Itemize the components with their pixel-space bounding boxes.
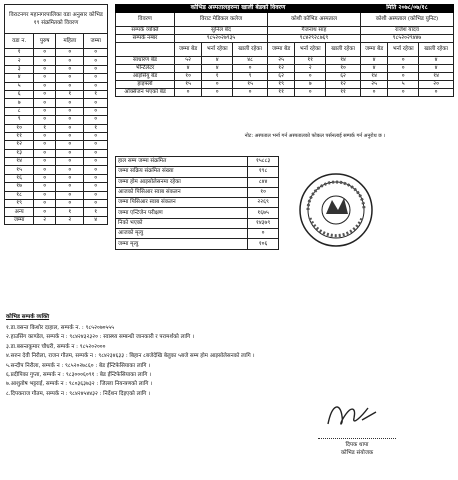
ward-cell: ० xyxy=(84,191,108,199)
ward-total-row xyxy=(5,216,108,224)
oxygen-bed-row xyxy=(116,89,454,97)
ward-cell: ० xyxy=(84,132,108,140)
contact-item: ८.दिपकराज गौतम, सम्पर्क न : ९८४२४५४४३२ : निर्देशन दिइएको लागि । xyxy=(6,390,151,397)
contact-item: ७.आशुतोष भट्टराई, सम्पर्क न : ९८०३६३७३२ : जिल्ला नियन्त्रणको लागि । xyxy=(6,381,153,388)
ward-cell: ० xyxy=(34,74,56,82)
bed-row xyxy=(116,57,454,65)
summary-table xyxy=(115,156,279,250)
bed-value: १४ xyxy=(326,57,361,65)
ward-cell: ० xyxy=(56,141,84,149)
bed-value: ४ xyxy=(360,65,387,73)
ward-cell: १४ xyxy=(5,158,34,166)
ward-cell: ० xyxy=(34,149,56,157)
ward-cell: ० xyxy=(84,49,108,57)
contact-item: २.हाउसिंग काण्डेल, सम्पर्क न : ९८४२४३२३२० : स्वास्थ्य सम्बन्धी जानकारी र परामर्शको लागि । xyxy=(6,334,195,341)
ward-cell: ११ xyxy=(5,132,34,140)
bed-value: ० xyxy=(388,89,419,97)
bed-row-label: साधारण बेड xyxy=(116,57,175,65)
ward-cell: १ xyxy=(5,49,34,57)
signature-line xyxy=(318,438,396,439)
bed-value: २५ xyxy=(360,81,387,89)
bed-value: ४ xyxy=(419,57,454,65)
bed-value: ४ xyxy=(175,65,202,73)
summary-row xyxy=(116,229,279,239)
contact-number: ९८५२०२७९३५ xyxy=(175,35,268,43)
ward-cell: ३ xyxy=(5,65,34,73)
contact-number-label: सम्पर्क नम्बर xyxy=(116,35,175,43)
detail-col-label: विवरण xyxy=(116,13,175,27)
bed-value: ० xyxy=(233,65,268,73)
ward-cell: ० xyxy=(56,200,84,208)
ward-col-header: जम्मा xyxy=(84,34,108,49)
ward-cell: ० xyxy=(34,183,56,191)
ward-cell: ० xyxy=(84,82,108,90)
bed-value: ४८ xyxy=(233,57,268,65)
bed-value: ४ xyxy=(360,57,387,65)
bed-value: ० xyxy=(360,89,387,97)
ward-table xyxy=(4,4,108,225)
contact-section xyxy=(6,312,446,399)
bed-sub-header: जम्मा बेड xyxy=(175,43,202,57)
bed-sub-header: जम्मा बेड xyxy=(267,43,294,57)
ward-cell: १ xyxy=(34,124,56,132)
ward-cell: ० xyxy=(84,107,108,115)
bed-value: ० xyxy=(419,89,454,97)
bed-value: ० xyxy=(388,65,419,73)
ward-cell: ० xyxy=(84,183,108,191)
ward-row xyxy=(5,82,108,90)
ward-row xyxy=(5,99,108,107)
ward-cell: २ xyxy=(56,216,84,224)
ward-cell: ० xyxy=(56,191,84,199)
ward-row xyxy=(5,74,108,82)
ward-cell: ० xyxy=(34,65,56,73)
ward-row xyxy=(5,124,108,132)
contact-item: १.डा.वसन्त किशोर दाहाल, सम्पर्क न. : ९८५२०७०५५५ xyxy=(6,325,115,331)
ward-cell: ० xyxy=(84,174,108,182)
ward-cell: ९ xyxy=(5,116,34,124)
ward-cell: ० xyxy=(56,174,84,182)
bed-value: ६२ xyxy=(267,73,294,81)
ward-cell: ० xyxy=(56,65,84,73)
summary-row xyxy=(116,198,279,208)
summary-label: जम्मा पिसिआर स्वाब संकलन xyxy=(116,198,248,208)
contact-item: ३.डा.बसन्तकुमार चौधरी, सम्पर्क न : ९८५२०२००० xyxy=(6,343,106,350)
ward-cell: १ xyxy=(84,208,108,216)
bed-value: ५ xyxy=(388,81,419,89)
signature xyxy=(322,398,382,432)
ward-cell: ० xyxy=(56,149,84,157)
ward-cell: ० xyxy=(84,116,108,124)
ward-cell: ० xyxy=(84,166,108,174)
ward-cell: ० xyxy=(56,82,84,90)
ward-row xyxy=(5,183,108,191)
bed-row-label: आइसियु बेड xyxy=(116,73,175,81)
summary-label: हाल सम्म जम्मा संक्रमित xyxy=(116,157,248,167)
ward-cell: १ xyxy=(56,208,84,216)
summary-value: १९८ xyxy=(248,167,279,177)
ward-row xyxy=(5,200,108,208)
ward-cell: ० xyxy=(84,65,108,73)
contact-item: ६.प्रदीपिका गुप्ता, सम्पर्क न : ९८३०००६०९१ : बेड ईन्टिफेसियाका लागि । xyxy=(6,372,152,379)
ward-cell: ० xyxy=(56,158,84,166)
bed-value: १९ xyxy=(267,81,294,89)
bed-sub-header: खाली रहेका xyxy=(419,43,454,57)
bed-sub-header: भर्ना रहेका xyxy=(295,43,326,57)
ward-cell: ० xyxy=(84,74,108,82)
bed-value: १० xyxy=(326,65,361,73)
bed-value: ० xyxy=(233,89,268,97)
contact-person-label: सम्पर्क व्यक्ति xyxy=(116,27,175,35)
hospital-bed-table xyxy=(115,4,454,97)
bed-sub-header: भर्ना रहेका xyxy=(388,43,419,57)
bed-value: ० xyxy=(388,73,419,81)
ward-row xyxy=(5,141,108,149)
ward-row xyxy=(5,158,108,166)
hospital-name: कोशी अस्पताल (कोभिड युनिट) xyxy=(360,13,453,27)
contact-person: राजेश यादव xyxy=(360,27,453,35)
summary-value: १०६ xyxy=(248,239,279,249)
contact-person: गैजनाथ साह xyxy=(267,27,360,35)
ward-cell: ० xyxy=(84,99,108,107)
ward-cell: १८ xyxy=(5,191,34,199)
contact-item: ४.सरुन देवी निरौला, राजन गौतम, सम्पर्क न : ९८४२३४६३३ : बिहान ८बजेदेखि बेलुका ५बजे सम्म होम आइसोलेसनको लागि । xyxy=(6,353,255,360)
ward-cell: अन्य xyxy=(5,208,34,216)
bed-sub-header: जम्मा बेड xyxy=(360,43,387,57)
summary-label: आजको मृत्यु xyxy=(116,229,248,239)
hospital-name: कोशी कोभिड अस्पताल xyxy=(267,13,360,27)
ward-cell: ० xyxy=(56,166,84,174)
ward-cell: ० xyxy=(56,116,84,124)
ward-cell: १३ xyxy=(5,149,34,157)
hospital-note: नोट: अस्पताल भर्ना गर्न अस्पतालको फोकल पर्सनलाई सम्पर्क गर्न अनुरोध छ । xyxy=(244,133,386,139)
bed-value: २५ xyxy=(267,57,294,65)
summary-value: १० xyxy=(248,187,279,197)
ward-cell: ० xyxy=(34,158,56,166)
ward-col-header: पुरुष xyxy=(34,34,56,49)
hospital-table-title: कोभिड अस्पतालहरुमा खाली बेडको विवरण xyxy=(116,5,361,13)
ward-cell: ० xyxy=(56,57,84,65)
summary-label: जम्मा होम आइसोलेसनमा रहेका xyxy=(116,177,248,187)
ward-cell: १ xyxy=(84,124,108,132)
ward-cell: ० xyxy=(34,99,56,107)
bed-value: १२ xyxy=(267,65,294,73)
summary-row xyxy=(116,208,279,218)
bed-sub-header: भर्ना रहेका xyxy=(202,43,233,57)
ward-cell: १७ xyxy=(5,183,34,191)
bed-value: ७ xyxy=(295,81,326,89)
ward-cell: ० xyxy=(84,57,108,65)
summary-row xyxy=(116,167,279,177)
ward-cell: ० xyxy=(34,116,56,124)
ward-col-header: वडा न. xyxy=(5,34,34,49)
ward-cell: ७ xyxy=(5,99,34,107)
ward-cell: १९ xyxy=(5,200,34,208)
ward-cell: ० xyxy=(34,191,56,199)
summary-label: निको भएको xyxy=(116,218,248,228)
ward-cell: ० xyxy=(56,49,84,57)
summary-label: आजको पिसिआर स्वाब संकलन xyxy=(116,187,248,197)
bed-sub-header: खाली रहेका xyxy=(326,43,361,57)
contact-number: ९८५२०२९४४७ xyxy=(360,35,453,43)
ward-cell: १० xyxy=(5,124,34,132)
bed-value: १४ xyxy=(360,73,387,81)
summary-value: १५८८३ xyxy=(248,157,279,167)
contact-item: ५.सन्दीप निरौला, सम्पर्क न : ९८५२०२७८६० : बेड ईन्टिफेसियाका लागि । xyxy=(6,362,151,369)
contact-heading: कोभिड सम्पर्क व्यक्ति xyxy=(6,314,50,320)
ward-row xyxy=(5,90,108,98)
ward-row xyxy=(5,116,108,124)
ward-cell: ० xyxy=(34,107,56,115)
summary-row xyxy=(116,157,279,167)
bed-row-label: हाइफ्लो xyxy=(116,81,175,89)
summary-row xyxy=(116,177,279,187)
ward-row xyxy=(5,149,108,157)
ward-cell: ० xyxy=(84,141,108,149)
signer-title: कोभिड संयोजक xyxy=(340,450,374,456)
ward-row xyxy=(5,49,108,57)
ward-cell: ० xyxy=(34,57,56,65)
summary-row xyxy=(116,218,279,228)
ward-row xyxy=(5,132,108,140)
ward-cell: ० xyxy=(34,174,56,182)
summary-value: ० xyxy=(248,229,279,239)
bed-value: ११ xyxy=(267,89,294,97)
hospital-name: विराट मेडिकल कलेज xyxy=(175,13,268,27)
summary-value: १६७५ xyxy=(248,208,279,218)
ward-cell: ० xyxy=(34,141,56,149)
ward-cell: ० xyxy=(34,166,56,174)
official-seal xyxy=(296,170,376,250)
ward-row xyxy=(5,57,108,65)
bed-value: २ xyxy=(295,65,326,73)
ward-cell: ० xyxy=(34,82,56,90)
ward-row xyxy=(5,174,108,182)
ward-cell: जम्मा xyxy=(5,216,34,224)
ward-cell: १ xyxy=(84,90,108,98)
ward-cell: ५ xyxy=(5,82,34,90)
ward-cell: ० xyxy=(56,183,84,191)
blank-cell xyxy=(116,43,175,57)
bed-value: १५ xyxy=(233,81,268,89)
bed-value: १२ xyxy=(326,81,361,89)
summary-value: २२६९ xyxy=(248,198,279,208)
ward-cell: ० xyxy=(84,149,108,157)
ward-row xyxy=(5,166,108,174)
bed-value: ९ xyxy=(233,73,268,81)
ward-cell: २ xyxy=(5,57,34,65)
summary-row xyxy=(116,187,279,197)
ward-other-row xyxy=(5,208,108,216)
bed-value: १० xyxy=(175,73,202,81)
bed-value: ० xyxy=(295,89,326,97)
ward-cell: ० xyxy=(34,200,56,208)
bed-row xyxy=(116,65,454,73)
summary-label: जम्मा एन्टिजेन परीक्षण xyxy=(116,208,248,218)
ward-cell: ० xyxy=(56,74,84,82)
bed-row xyxy=(116,81,454,89)
ward-col-header: महिला xyxy=(56,34,84,49)
bed-value: १५ xyxy=(175,81,202,89)
bed-value: ४ xyxy=(202,65,233,73)
bed-row xyxy=(116,73,454,81)
contact-number: ९८४२९२८७६९ xyxy=(267,35,360,43)
summary-value: ८४४ xyxy=(248,177,279,187)
contact-person: सुनिल बेद xyxy=(175,27,268,35)
ward-cell: ० xyxy=(34,208,56,216)
oxygen-row-label: अक्सिजन भएको बेड xyxy=(116,89,175,97)
bed-value: ४ xyxy=(419,65,454,73)
ward-cell: ० xyxy=(34,132,56,140)
ward-cell: ० xyxy=(56,124,84,132)
bed-value: ० xyxy=(202,89,233,97)
bed-value: ५२ xyxy=(175,57,202,65)
bed-sub-header: खाली रहेका xyxy=(233,43,268,57)
ward-cell: २ xyxy=(34,216,56,224)
bed-value: ११ xyxy=(295,57,326,65)
ward-cell: ० xyxy=(56,99,84,107)
ward-table-title: विराटनगर महानगरपालिका वडा अनुसार कोभिड १९ संक्रमितको विवरण xyxy=(5,5,108,34)
ward-cell: ० xyxy=(34,90,56,98)
bed-value: ४ xyxy=(202,57,233,65)
ward-cell: ६ xyxy=(5,90,34,98)
bed-value: ० xyxy=(202,81,233,89)
bed-value: १४ xyxy=(419,73,454,81)
summary-label: जम्मा सक्रिय संक्रमित संख्या xyxy=(116,167,248,177)
summary-row xyxy=(116,239,279,249)
bed-row-label: भेन्टिलेटर xyxy=(116,65,175,73)
ward-cell: ० xyxy=(84,158,108,166)
summary-value: १४३७९ xyxy=(248,218,279,228)
signer-block xyxy=(318,438,396,457)
ward-cell: ० xyxy=(56,132,84,140)
bed-value: ० xyxy=(388,57,419,65)
ward-cell: ४ xyxy=(84,216,108,224)
ward-cell: ८ xyxy=(5,107,34,115)
bed-value: २० xyxy=(419,81,454,89)
ward-cell: ० xyxy=(34,49,56,57)
ward-row xyxy=(5,107,108,115)
bed-value: ० xyxy=(175,89,202,97)
ward-cell: १ xyxy=(56,90,84,98)
summary-label: जम्मा मृत्यु xyxy=(116,239,248,249)
ward-row xyxy=(5,191,108,199)
ward-cell: ० xyxy=(56,107,84,115)
ward-cell: १५ xyxy=(5,166,34,174)
bed-value: ६२ xyxy=(326,73,361,81)
ward-cell: १६ xyxy=(5,174,34,182)
bed-value: ११ xyxy=(326,89,361,97)
ward-cell: ४ xyxy=(5,74,34,82)
bed-value: ० xyxy=(295,73,326,81)
ward-cell: ० xyxy=(84,200,108,208)
report-date: मिति २०७८/०७/१८ xyxy=(360,5,453,13)
ward-row xyxy=(5,65,108,73)
ward-cell: १२ xyxy=(5,141,34,149)
bed-value: १ xyxy=(202,73,233,81)
signer-name: दिपक थापा xyxy=(345,442,369,448)
